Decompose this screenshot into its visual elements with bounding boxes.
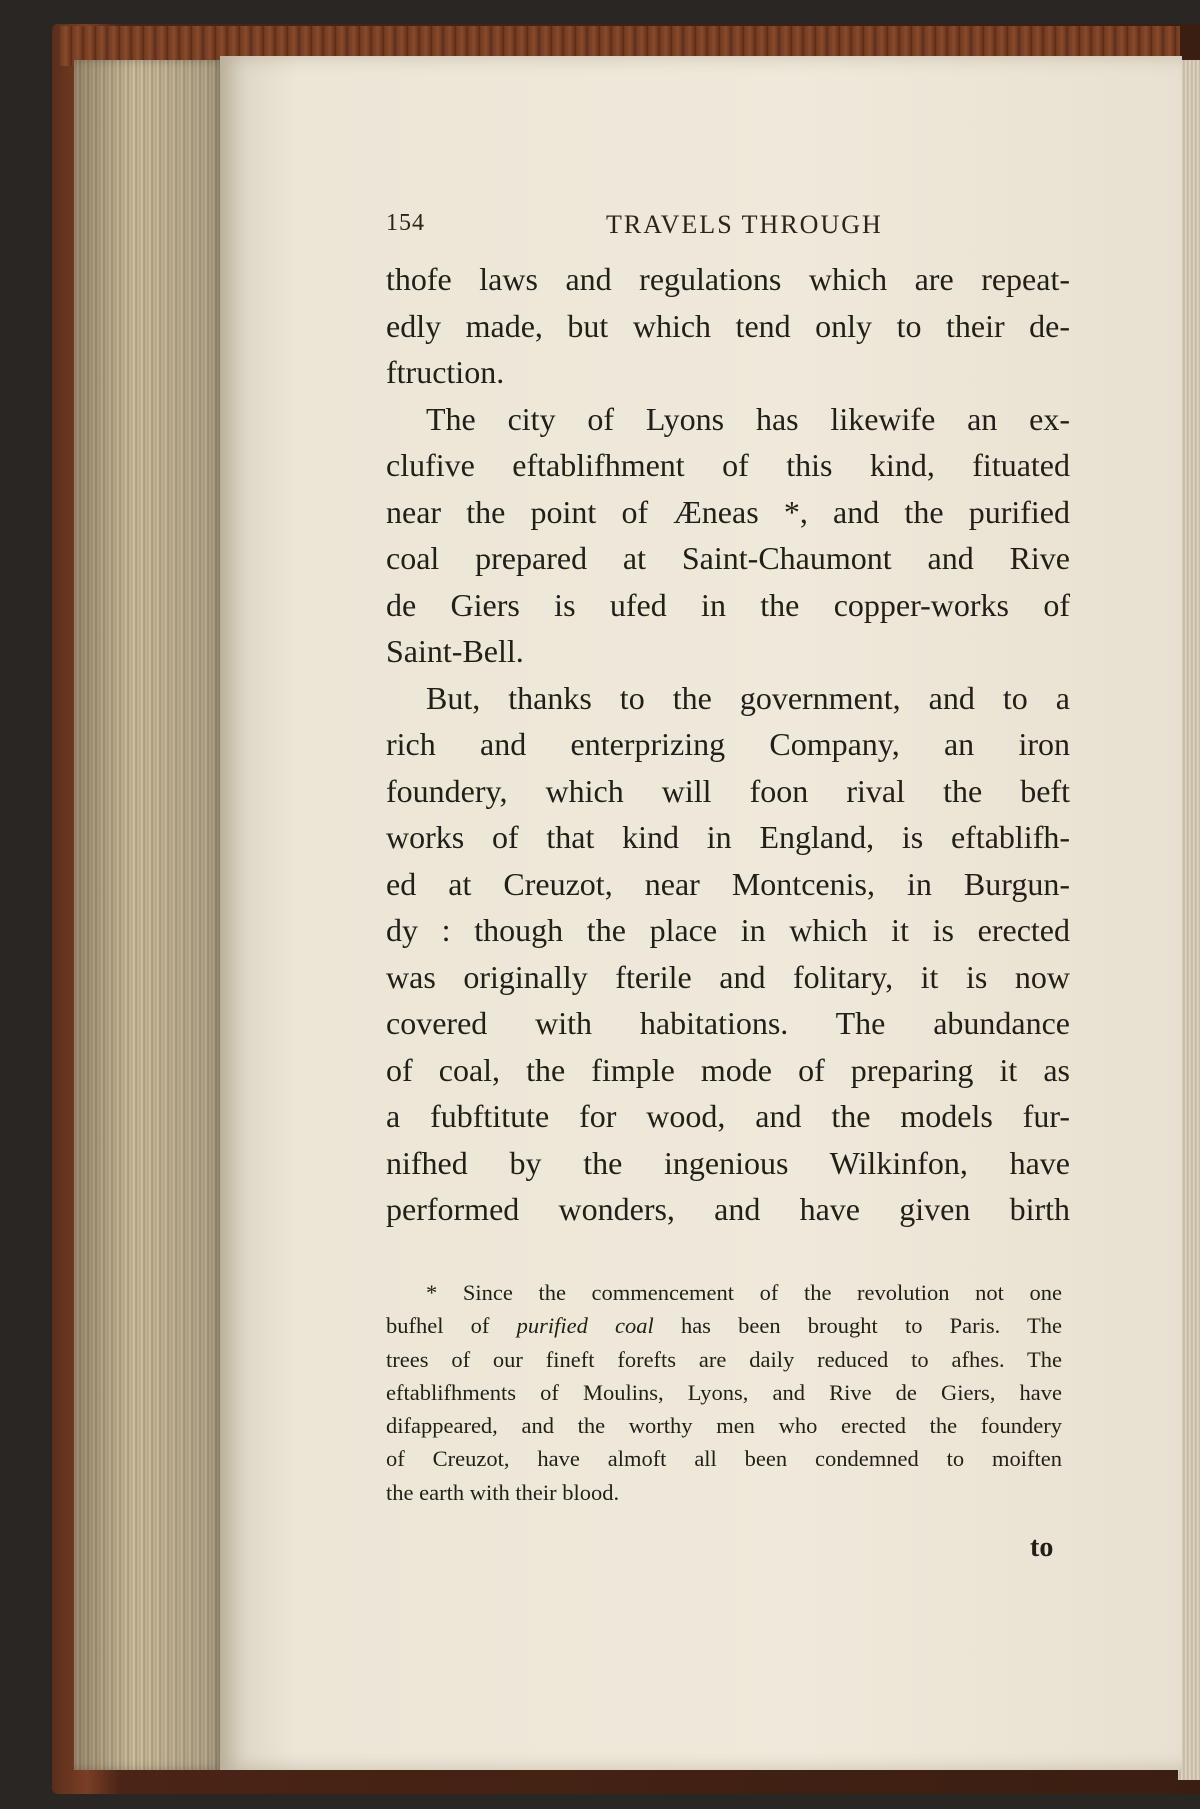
footnote-line: difappeared, and the worthy men who erected the foundery <box>386 1413 1062 1439</box>
text-line: covered with habitations. The abundance <box>386 1005 1070 1041</box>
text-line: de Giers is ufed in the copper-works of <box>386 586 1070 623</box>
text-line: of coal, the fimple mode of preparing it as <box>386 1051 1070 1088</box>
page-number: 154 <box>386 210 425 236</box>
text-line: was originally fterile and folitary, it is now <box>386 958 1070 995</box>
running-head-title: TRAVELS THROUGH <box>606 210 883 239</box>
footnote-line: of Creuzot, have almoft all been condemned to moiften <box>386 1446 1062 1472</box>
body-text <box>386 256 1070 1233</box>
catchword: to <box>1030 1532 1054 1563</box>
footnote-line: * Since the commencement of the revolution not one <box>426 1280 1062 1305</box>
text-line: a fubftitute for wood, and the models fur- <box>386 1098 1070 1134</box>
footnote-line: trees of our fineft forefts are daily reduced to afhes. The <box>386 1346 1062 1372</box>
text-line: rich and enterprizing Company, an iron <box>386 726 1070 762</box>
text-line: edly made, but which tend only to their de- <box>386 307 1070 344</box>
text-line: coal prepared at Saint-Chaumont and Rive <box>386 540 1070 576</box>
text-line: clufive eftablifhment of this kind, fituated <box>386 447 1070 483</box>
text-line: near the point of Æneas *, and the purified <box>386 493 1070 530</box>
text-line: ftruction. <box>386 354 505 390</box>
footnote-line: the earth with their blood. <box>386 1479 620 1505</box>
footnote <box>386 1276 1062 1509</box>
text-line: foundery, which will foon rival the beft <box>386 772 1070 809</box>
text-line: works of that kind in England, is eftablifh- <box>386 819 1070 855</box>
text-line: ed at Creuzot, near Montcenis, in Burgun- <box>386 865 1070 902</box>
footnote-emphasis: purified coal <box>516 1313 654 1339</box>
text-line: The city of Lyons has likewife an ex- <box>426 400 1070 437</box>
text-line: nifhed by the ingenious Wilkinfon, have <box>386 1144 1070 1181</box>
text-line: performed wonders, and have given birth <box>386 1191 1070 1227</box>
text-line: But, thanks to the government, and to a <box>426 679 1070 716</box>
text-line: dy : though the place in which it is erected <box>386 912 1070 948</box>
text-line: Saint-Bell. <box>386 633 524 669</box>
running-header <box>386 210 1086 250</box>
page-edges <box>74 60 224 1770</box>
footnote-line: bufhel of purified coal has been brought to Paris. The <box>386 1313 1062 1339</box>
footnote-line: eftablifhments of Moulins, Lyons, and Rive de Giers, have <box>386 1379 1062 1405</box>
text-line: thofe laws and regulations which are repeat- <box>386 261 1070 297</box>
